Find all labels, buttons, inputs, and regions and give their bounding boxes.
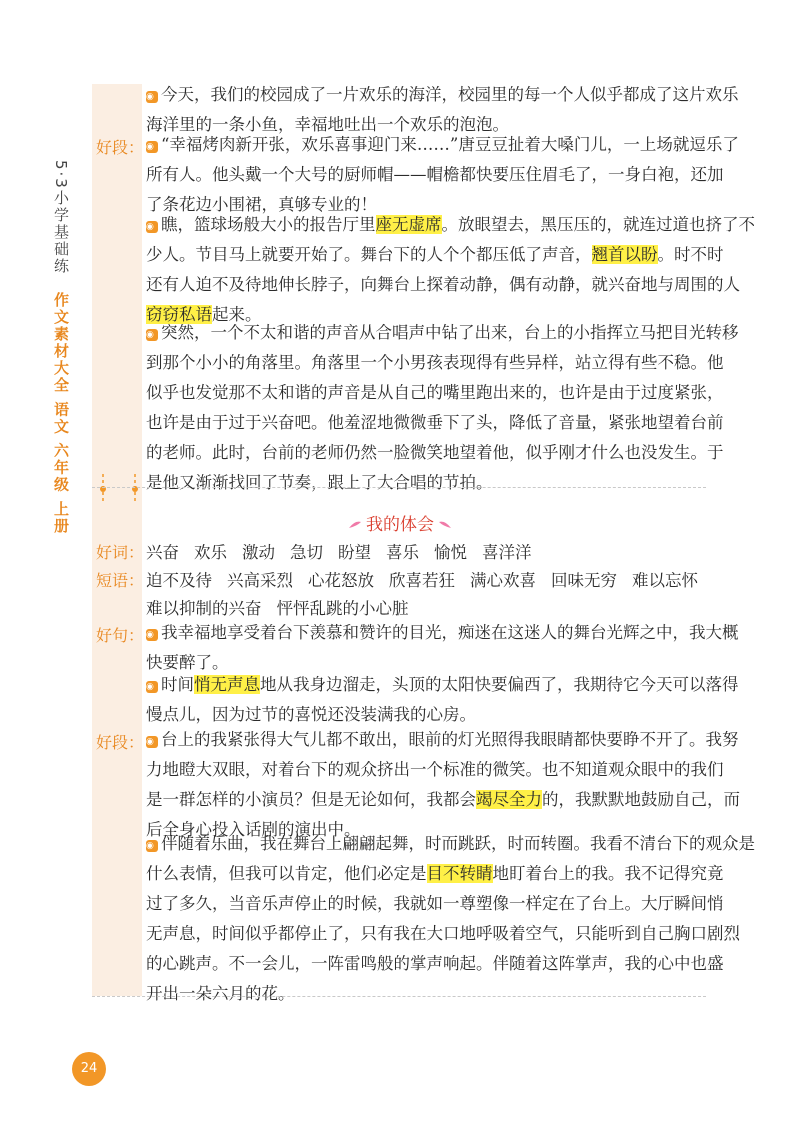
phrase-item: 难以忘怀 xyxy=(632,571,698,590)
highlight-phrase: 竭尽全力 xyxy=(476,790,542,809)
bullet-icon: ◉ xyxy=(146,329,158,341)
text-segment: “幸福烤肉新开张，欢乐喜事迎门来……”唐豆豆扯着大嗓门儿，一上场就逗乐了 xyxy=(161,135,739,154)
paragraph-stage xyxy=(146,729,740,849)
side-margin-strip xyxy=(92,84,145,996)
highlight-phrase: 窃窃私语 xyxy=(146,305,212,324)
highlight-phrase: 翘首以盼 xyxy=(591,245,658,264)
text-segment: 我的体会 xyxy=(366,515,434,535)
good-words-list xyxy=(146,542,547,564)
word-item: 愉悦 xyxy=(434,543,467,562)
text-line xyxy=(146,352,724,382)
bullet-icon: ◉ xyxy=(146,681,158,693)
text-line xyxy=(146,759,724,789)
text-segment: 开出一朵六月的花。 xyxy=(146,984,295,1003)
text-line xyxy=(146,164,724,194)
phrase-item: 回味无穷 xyxy=(551,571,617,590)
text-segment: 快要醉了。 xyxy=(146,653,229,672)
text-line xyxy=(146,953,724,983)
phrase-item: 迫不及待 xyxy=(146,571,212,590)
label-good-words: 好词： xyxy=(96,543,145,562)
label-phrases: 短语： xyxy=(96,571,145,590)
phrase-item: 兴高采烈 xyxy=(227,571,293,590)
text-segment: 似乎也发觉那不太和谐的声音是从自己的嘴里跑出来的，也许是由于过度紧张， xyxy=(146,383,724,402)
label-good-paragraph-2: 好段： xyxy=(96,733,145,752)
label-good-sentences: 好句： xyxy=(96,626,145,645)
text-segment: 地盯着台上的我。我不记得究竟 xyxy=(492,864,724,883)
text-line xyxy=(146,244,724,274)
text-segment: 也许是由于过于兴奋吧。他羞涩地微微垂下了头，降低了音量，紧张地望着台前 xyxy=(146,413,724,432)
paragraph-chef xyxy=(146,134,739,224)
bottom-divider xyxy=(92,996,706,997)
text-segment: 后全身心投入话剧的演出中。 xyxy=(146,820,361,839)
text-segment: 起来。 xyxy=(212,305,262,324)
text-line xyxy=(146,674,739,704)
section-divider-ornament-icon xyxy=(98,472,140,506)
text-segment: 台上的我紧张得大气儿都不敢出，眼前的灯光照得我眼睛都快要睁不开了。我努 xyxy=(161,730,739,749)
text-segment: 所有人。他头戴一个大号的厨师帽——帽檐都快要压住眉毛了，一身白袍，还加 xyxy=(146,165,724,184)
text-segment: 力地瞪大双眼，对着台下的观众挤出一个标准的微笑。也不知道观众眼中的我们 xyxy=(146,760,724,779)
paragraph-hall xyxy=(146,214,755,334)
bullet-icon: ◉ xyxy=(146,91,158,103)
text-line xyxy=(146,214,755,244)
paragraph-choir xyxy=(146,322,739,502)
text-line xyxy=(146,789,740,819)
text-segment: 还有人迫不及待地伸长脖子，向舞台上探着动静，偶有动静，就兴奋地与周围的人 xyxy=(146,275,740,294)
text-segment: 了条花边小围裙，真够专业的！ xyxy=(146,195,377,214)
title-wing-left-icon xyxy=(349,520,361,528)
label-good-paragraph: 好段： xyxy=(96,138,145,157)
bullet-icon: ◉ xyxy=(146,221,158,233)
bullet-icon: ◉ xyxy=(146,840,158,852)
text-line xyxy=(146,729,739,759)
text-segment: 到那个小小的角落里。角落里一个小男孩表现得有些异样，站立得有些不稳。他 xyxy=(146,353,724,372)
text-line xyxy=(146,134,739,164)
word-item: 兴奋 xyxy=(146,543,179,562)
bullet-icon: ◉ xyxy=(146,141,158,153)
word-item: 喜乐 xyxy=(386,543,419,562)
text-segment: 什么表情，但我可以肯定，他们必定是 xyxy=(146,864,427,883)
bullet-icon: ◉ xyxy=(146,736,158,748)
side-series-title xyxy=(50,160,72,534)
phrase-item: 怦怦乱跳的小心脏 xyxy=(276,599,409,618)
text-line xyxy=(146,923,740,953)
phrase-item: 难以抑制的兴奋 xyxy=(146,599,262,618)
text-line xyxy=(146,622,739,652)
text-segment: 地从我身边溜走，头顶的太阳快要偏西了，我期待它今天可以落得 xyxy=(260,675,739,694)
word-item: 欢乐 xyxy=(194,543,227,562)
text-line xyxy=(146,863,724,893)
text-segment: 伴随着乐曲，我在舞台上翩翩起舞，时而跳跃，时而转圈。我看不清台下的观众是 xyxy=(161,834,755,853)
word-item: 激动 xyxy=(242,543,275,562)
phrase-item: 满心欢喜 xyxy=(470,571,536,590)
text-segment: 突然，一个不太和谐的声音从合唱声中钻了出来，台上的小指挥立马把目光转移 xyxy=(161,323,739,342)
text-segment: 。时不时 xyxy=(657,245,724,264)
text-segment: 海洋里的一条小鱼，幸福地吐出一个欢乐的泡泡。 xyxy=(146,115,509,134)
text-segment: 今天，我们的校园成了一片欢乐的海洋，校园里的每一个人似乎都成了这片欢乐 xyxy=(161,85,739,104)
text-segment: 瞧，篮球场般大小的报告厅里 xyxy=(161,215,376,234)
text-segment: 慢点儿，因为过节的喜悦还没装满我的心房。 xyxy=(146,705,476,724)
phrases-row-2 xyxy=(146,598,424,620)
highlight-phrase: 目不转睛 xyxy=(426,864,493,883)
text-line xyxy=(146,442,724,472)
series-brand: 5·3小学基础练 xyxy=(52,160,70,275)
word-item: 喜洋洋 xyxy=(482,543,532,562)
text-segment: 的老师。此时，台前的老师仍然一脸微笑地望着他，似乎刚才什么也没发生。于 xyxy=(146,443,724,462)
sentence-1 xyxy=(146,622,739,682)
text-line xyxy=(146,983,706,1013)
text-line xyxy=(146,274,740,304)
series-subtitle: 作文素材大全 语文 六年级 上册 xyxy=(52,291,70,535)
text-segment: 时间 xyxy=(161,675,194,694)
text-segment: 的心跳声。不一会儿，一阵雷鸣般的掌声响起。伴随着这阵掌声，我的心中也盛 xyxy=(146,954,724,973)
phrases-row-1 xyxy=(146,570,713,592)
text-segment: 少人。节目马上就要开始了。舞台下的人个个都压低了声音， xyxy=(146,245,592,264)
sentence-2 xyxy=(146,674,739,734)
page-number: 24 xyxy=(72,1052,106,1086)
section-title xyxy=(340,510,460,535)
phrase-item: 欣喜若狂 xyxy=(389,571,455,590)
highlight-phrase: 悄无声息 xyxy=(194,675,260,694)
text-line xyxy=(146,412,724,442)
text-segment: 过了多久，当音乐声停止的时候，我就如一尊塑像一样定在了台上。大厅瞬间悄 xyxy=(146,894,724,913)
phrase-item: 心花怒放 xyxy=(308,571,374,590)
word-item: 盼望 xyxy=(338,543,371,562)
text-segment: 是一群怎样的小演员？但是无论如何，我都会 xyxy=(146,790,476,809)
text-segment: 。放眼望去，黑压压的，就连过道也挤了不 xyxy=(441,215,755,234)
title-wing-right-icon xyxy=(439,520,451,528)
word-item: 急切 xyxy=(290,543,323,562)
text-segment: 是他又渐渐找回了节奏，跟上了大合唱的节拍。 xyxy=(146,473,493,492)
section-divider xyxy=(92,487,706,488)
text-segment: 无声息，时间似乎都停止了，只有我在大口地呼吸着空气，只能听到自己胸口剧烈 xyxy=(146,924,740,943)
text-segment: 的，我默默地鼓励自己，而 xyxy=(542,790,740,809)
bullet-icon: ◉ xyxy=(146,629,158,641)
text-line xyxy=(146,833,755,863)
text-line xyxy=(146,893,724,923)
text-segment: 我幸福地享受着台下羡慕和赞许的目光，痴迷在这迷人的舞台光辉之中，我大概 xyxy=(161,623,739,642)
text-line xyxy=(146,382,724,412)
highlight-phrase: 座无虚席 xyxy=(375,215,442,234)
paragraph-dance xyxy=(146,833,755,1013)
text-line xyxy=(146,84,739,114)
text-line xyxy=(146,322,739,352)
